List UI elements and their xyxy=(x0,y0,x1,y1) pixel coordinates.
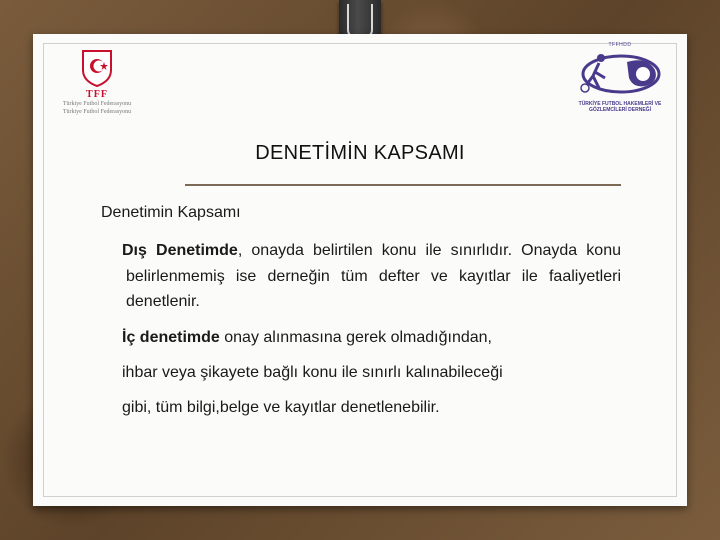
tff-acronym: TFF xyxy=(86,89,108,100)
tffhdd-name: TÜRKİYE FUTBOL HAKEMLERİ VE GÖZLEMCİLERİ DERNEĞİ xyxy=(578,101,662,113)
tffhdd-acronym: TFFHDD xyxy=(608,42,632,48)
internal-audit-text: onay alınmasına gerek olmadığından, xyxy=(219,328,492,346)
referee-whistle-icon xyxy=(575,48,665,96)
tff-logo xyxy=(47,48,147,128)
tff-subname: Türkiye Futbol Federasyonu xyxy=(62,109,132,115)
slide-content xyxy=(101,204,641,420)
paragraph-internal-audit xyxy=(122,325,641,350)
internal-audit-term: İç denetimde xyxy=(122,328,220,346)
tff-emblem-icon xyxy=(80,48,114,88)
title-divider xyxy=(185,184,621,186)
paragraph-complaint: ihbar veya şikayete bağlı konu ile sınırlı kalınabileceği xyxy=(122,363,503,381)
tffhdd-logo xyxy=(565,42,675,117)
tff-name: Türkiye Futbol Federasyonu xyxy=(62,101,132,107)
slide-title: DENETİMİN KAPSAMI xyxy=(255,142,465,164)
section-heading: Denetimin Kapsamı xyxy=(101,204,241,221)
paragraph-records: gibi, tüm bilgi,belge ve kayıtlar denetlenebilir. xyxy=(122,398,440,416)
external-audit-term: Dış Denetimde xyxy=(122,242,238,259)
external-audit-text: , onayda belirtilen konu ile sınırlıdır. Onayda konu belirlenmemiş ise derneğin tüm defter ve kayıtlar ile faaliyetleri denetlenir. xyxy=(126,242,622,310)
paragraph-external-audit xyxy=(122,238,621,315)
slide-card xyxy=(33,34,687,506)
